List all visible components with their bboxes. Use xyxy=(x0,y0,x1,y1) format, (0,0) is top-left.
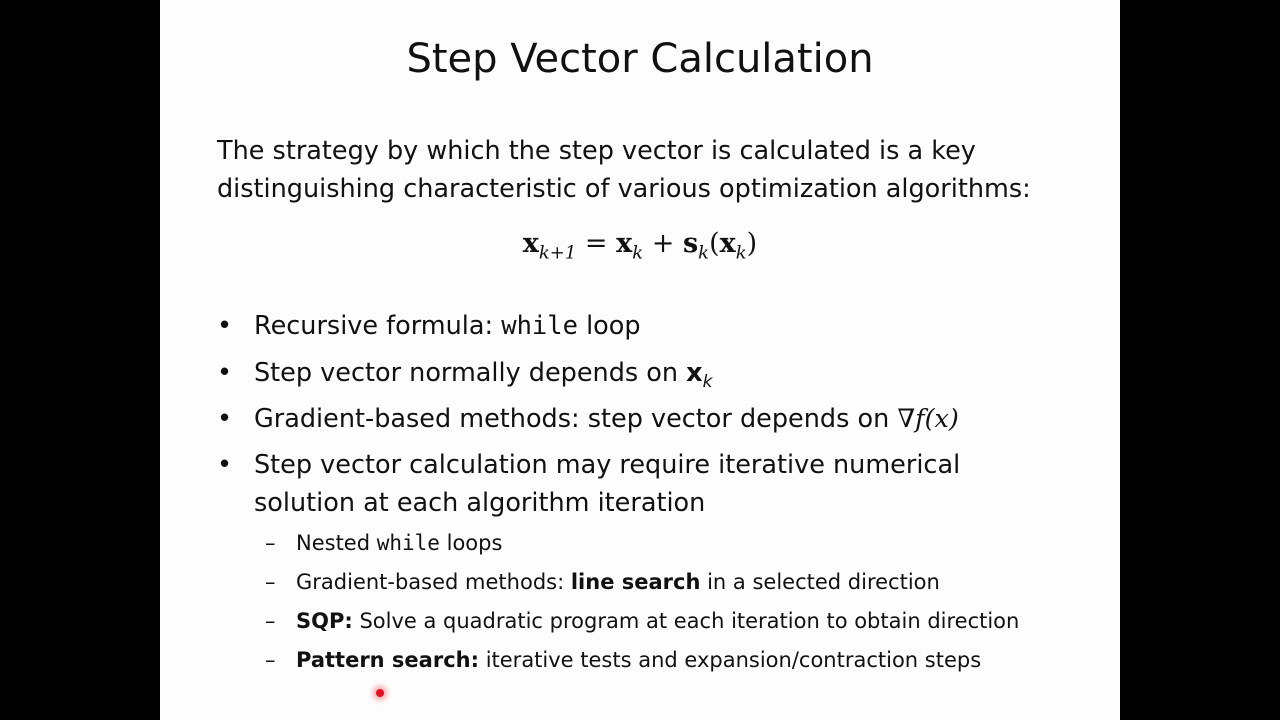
code-text: while xyxy=(376,531,440,555)
eq-s: s xyxy=(682,228,699,259)
bullet-marker: • xyxy=(217,358,233,388)
eq-equals: = xyxy=(576,228,617,259)
eq-plus: + xyxy=(643,228,683,259)
step-equation xyxy=(160,228,1120,263)
eq-x: x xyxy=(522,228,539,259)
bullet-text: Step vector normally depends on xyxy=(254,358,687,388)
bullet-marker: • xyxy=(217,311,233,341)
eq-sub: k xyxy=(698,242,710,264)
subscript: k xyxy=(702,372,713,393)
dash-marker: – xyxy=(265,570,276,594)
subbullet-text: loops xyxy=(439,531,503,555)
eq-sub: k xyxy=(735,242,747,264)
bullet-marker: • xyxy=(217,404,233,434)
eq-paren: ( xyxy=(709,228,720,259)
bullet-text: solution at each algorithm iteration xyxy=(254,488,706,518)
eq-sub: k+1 xyxy=(538,242,577,264)
subbullet-text: Gradient-based methods: xyxy=(296,570,571,594)
subbullet-text: iterative tests and expansion/contraction steps xyxy=(479,648,982,672)
bold-text: SQP: xyxy=(296,609,353,633)
laser-pointer-icon xyxy=(376,689,384,697)
slide xyxy=(160,0,1120,720)
bold-text: Pattern search: xyxy=(296,648,480,672)
dash-marker: – xyxy=(265,609,276,633)
eq-x: x xyxy=(719,228,736,259)
code-text: while xyxy=(501,311,578,341)
bold-text: line search xyxy=(570,570,701,594)
bullet-text: Recursive formula: xyxy=(254,311,502,341)
bold-x: x xyxy=(686,358,703,388)
eq-x: x xyxy=(616,228,633,259)
eq-paren: ) xyxy=(746,228,758,259)
subbullet-text: Nested xyxy=(296,531,377,555)
bullet-text: loop xyxy=(577,311,641,341)
intro-text: The strategy by which the step vector is calculated is a key distinguishing characteristic of various optimization algorithms: xyxy=(217,136,1031,204)
dash-marker: – xyxy=(265,531,276,555)
subbullet-text: in a selected direction xyxy=(700,570,940,594)
slide-title: Step Vector Calculation xyxy=(406,36,874,82)
eq-sub: k xyxy=(632,242,644,264)
subbullet-text: Solve a quadratic program at each iteration to obtain direction xyxy=(352,609,1020,633)
gradient-math: ∇f(x) xyxy=(897,404,959,434)
bullet-text: Gradient-based methods: step vector depends on xyxy=(254,404,898,434)
bullet-text: Step vector calculation may require iterative numerical xyxy=(254,450,961,480)
bullet-marker: • xyxy=(217,450,233,480)
dash-marker: – xyxy=(265,648,276,672)
